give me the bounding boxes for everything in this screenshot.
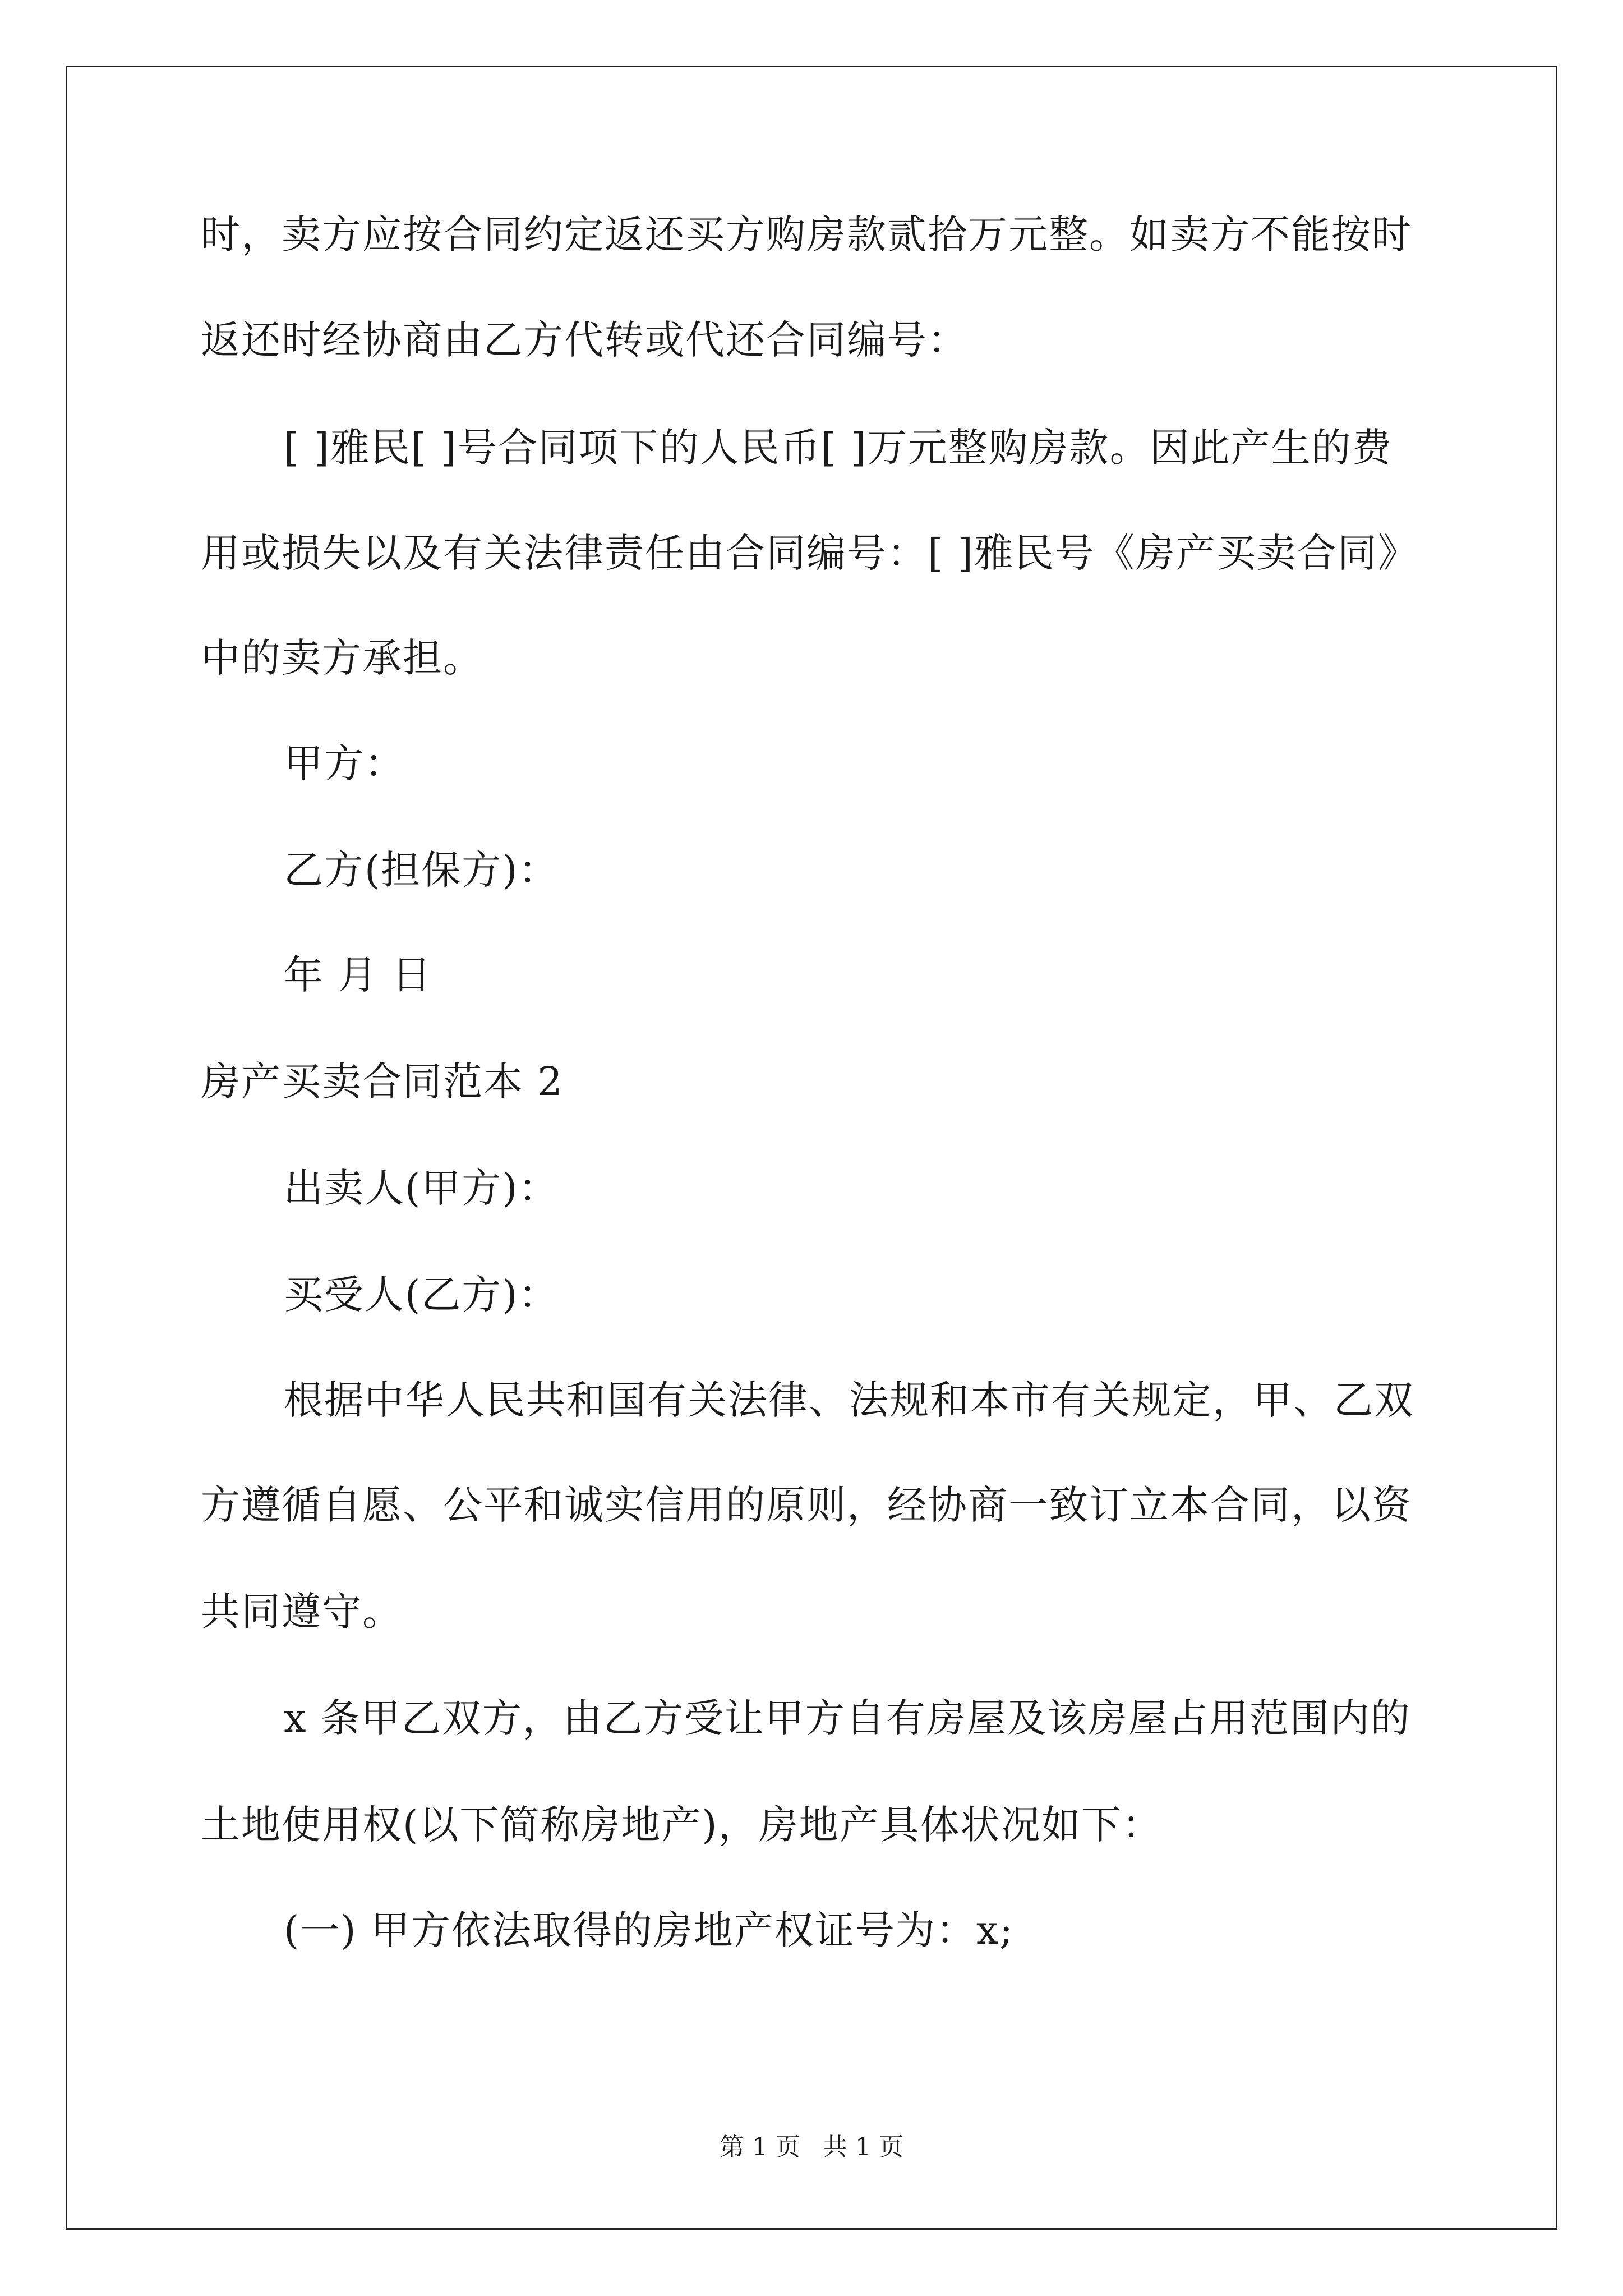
buyer-label: 买受人(乙方)：	[284, 1272, 559, 1318]
text-line-2: 返还时经协商由乙方代转或代还合同编号：	[201, 317, 968, 363]
text-line-3: [ ]雅民[ ]号合同项下的人民币[ ]万元整购房款。因此产生的费	[284, 425, 1393, 471]
signature-date: 年 月 日	[284, 952, 432, 998]
text-line-1: 时，卖方应按合同约定返还买方购房款贰拾万元整。如卖方不能按时	[201, 211, 1412, 257]
text-line-17: (一) 甲方依法取得的房地产权证号为：x;	[284, 1907, 1014, 1953]
page-footer	[0, 2131, 1623, 2164]
signature-party-a: 甲方：	[284, 740, 405, 786]
text-line-16: 土地使用权(以下简称房地产)，房地产具体状况如下：	[201, 1802, 1163, 1848]
text-line-12: 根据中华人民共和国有关法律、法规和本市有关规定，甲、乙双	[284, 1377, 1414, 1423]
seller-label: 出卖人(甲方)：	[284, 1165, 559, 1211]
text-line-15: x 条甲乙双方，由乙方受让甲方自有房屋及该房屋占用范围内的	[284, 1695, 1411, 1741]
page-number-current: 第 1 页	[720, 2133, 800, 2161]
text-line-4: 用或损失以及有关法律责任由合同编号：[ ]雅民号《房产买卖合同》	[201, 530, 1418, 576]
signature-party-b: 乙方(担保方)：	[284, 847, 559, 893]
text-line-13: 方遵循自愿、公平和诚实信用的原则，经协商一致订立本合同，以资	[201, 1482, 1412, 1528]
text-line-14: 共同遵守。	[201, 1589, 403, 1635]
section-title: 房产买卖合同范本 2	[201, 1059, 564, 1105]
text-line-5: 中的卖方承担。	[201, 635, 483, 681]
page-number-total: 共 1 页	[823, 2133, 903, 2161]
